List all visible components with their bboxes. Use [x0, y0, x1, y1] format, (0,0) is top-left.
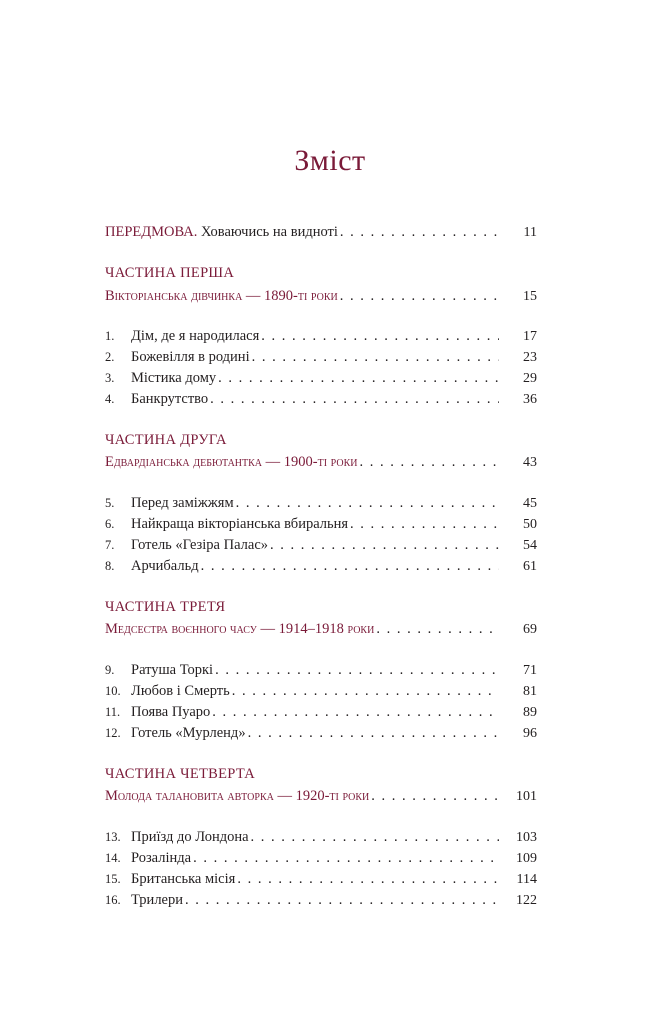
toc-entry-chapter[interactable] — [105, 848, 537, 868]
dot-leader — [236, 493, 499, 513]
toc-entry-chapter[interactable] — [105, 389, 537, 409]
dot-leader — [232, 681, 499, 701]
dot-leader — [237, 869, 499, 889]
chapter-number: 8. — [105, 559, 115, 573]
dot-leader — [185, 890, 499, 910]
toc-entry-chapter[interactable] — [105, 890, 537, 910]
part-heading: ЧАСТИНА ЧЕТВЕРТА — [105, 766, 256, 782]
dot-leader — [218, 368, 499, 388]
dot-leader — [212, 702, 499, 722]
chapter-number: 3. — [105, 371, 115, 385]
dot-leader — [350, 514, 499, 534]
page-number: 81 — [523, 684, 537, 699]
chapter-number: 5. — [105, 496, 115, 510]
chapter-title: Розалінда — [131, 850, 192, 866]
dot-leader — [215, 660, 499, 680]
chapter-number: 1. — [105, 329, 115, 343]
chapter-title: Готель «Мурленд» — [131, 725, 246, 741]
page-number: 101 — [516, 789, 537, 804]
chapter-title: Готель «Гезіра Палас» — [131, 537, 269, 553]
toc-entry-chapter[interactable] — [105, 556, 537, 576]
part-subtitle: Вікторіанська дівчинка — 1890-ті роки — [105, 288, 338, 304]
page-number: 11 — [523, 225, 537, 240]
toc-entry-chapter[interactable] — [105, 493, 537, 513]
dot-leader — [251, 827, 499, 847]
preface-label: ПЕРЕДМОВА. — [105, 224, 198, 240]
preface-text: Ховаючись на видноті — [201, 224, 338, 240]
chapter-number: 9. — [105, 663, 115, 677]
dot-leader — [248, 723, 499, 743]
page-number: 71 — [523, 663, 537, 678]
dot-leader — [193, 848, 499, 868]
toc-entry-chapter[interactable] — [105, 869, 537, 889]
chapter-number: 12. — [105, 726, 121, 740]
toc-entry-preface[interactable] — [105, 222, 537, 242]
chapter-title: Найкраща вікторіанська вбиральня — [131, 516, 349, 532]
dot-leader — [261, 326, 499, 346]
page-number: 114 — [516, 872, 537, 887]
page-number: 54 — [523, 538, 537, 553]
chapter-number: 14. — [105, 851, 121, 865]
page-number: 122 — [516, 893, 537, 908]
page-number: 96 — [523, 726, 537, 741]
part-heading: ЧАСТИНА ТРЕТЯ — [105, 599, 226, 615]
page-number: 103 — [516, 830, 537, 845]
toc-entry-chapter[interactable] — [105, 535, 537, 555]
dot-leader — [340, 286, 499, 306]
page-number: 61 — [523, 559, 537, 574]
chapter-title: Божевілля в родині — [131, 349, 250, 365]
preface-title — [105, 222, 338, 242]
page-number: 15 — [523, 289, 537, 304]
chapter-title: Арчибальд — [131, 558, 199, 574]
page-number: 23 — [523, 350, 537, 365]
toc-entry-part-1[interactable] — [105, 286, 537, 306]
dot-leader — [340, 222, 499, 242]
chapter-title: Поява Пуаро — [131, 704, 211, 720]
dot-leader — [270, 535, 499, 555]
toc-entry-chapter[interactable] — [105, 326, 537, 346]
toc-entry-chapter[interactable] — [105, 723, 537, 743]
toc-entry-part-4[interactable] — [105, 786, 537, 806]
page-number: 89 — [523, 705, 537, 720]
page-number: 69 — [523, 622, 537, 637]
toc-entry-chapter[interactable] — [105, 368, 537, 388]
toc-entry-chapter[interactable] — [105, 681, 537, 701]
toc-entry-chapter[interactable] — [105, 514, 537, 534]
part-subtitle: Едвардіанська дебютантка — 1900-ті роки — [105, 454, 358, 470]
part-subtitle: Медсестра воєнного часу — 1914–1918 роки — [105, 621, 375, 637]
dot-leader — [210, 389, 499, 409]
page-number: 43 — [523, 455, 537, 470]
toc-entry-chapter[interactable] — [105, 827, 537, 847]
page-number: 29 — [523, 371, 537, 386]
chapter-number: 13. — [105, 830, 121, 844]
page-number: 45 — [523, 496, 537, 511]
chapter-title: Дім, де я народилася — [131, 328, 260, 344]
chapter-number: 11. — [105, 705, 121, 719]
page-number: 36 — [523, 392, 537, 407]
chapter-number: 15. — [105, 872, 121, 886]
chapter-number: 10. — [105, 684, 121, 698]
dot-leader — [376, 619, 499, 639]
toc-entry-part-3[interactable] — [105, 619, 537, 639]
part-heading: ЧАСТИНА ДРУГА — [105, 432, 227, 448]
chapter-number: 7. — [105, 538, 115, 552]
chapter-number: 6. — [105, 517, 115, 531]
chapter-title: Трилери — [131, 892, 183, 908]
chapter-title: Британська місія — [131, 871, 236, 887]
dot-leader — [201, 556, 499, 576]
dot-leader — [252, 347, 499, 367]
toc-entry-chapter[interactable] — [105, 660, 537, 680]
part-subtitle: Молода талановита авторка — 1920-ті роки — [105, 788, 370, 804]
chapter-title: Містика дому — [131, 370, 217, 386]
chapter-number: 16. — [105, 893, 121, 907]
page-number: 50 — [523, 517, 537, 532]
chapter-title: Перед заміжжям — [131, 495, 234, 511]
dot-leader — [359, 452, 499, 472]
page-number: 17 — [523, 329, 537, 344]
toc-entry-chapter[interactable] — [105, 702, 537, 722]
chapter-number: 4. — [105, 392, 115, 406]
toc-entry-part-2[interactable] — [105, 452, 537, 472]
part-heading: ЧАСТИНА ПЕРША — [105, 265, 235, 281]
chapter-title: Приїзд до Лондона — [131, 829, 249, 845]
page-number: 109 — [516, 851, 537, 866]
toc-entry-chapter[interactable] — [105, 347, 537, 367]
chapter-title: Любов і Смерть — [131, 683, 230, 699]
chapter-title: Ратуша Торкі — [131, 662, 214, 678]
page-title: Зміст — [294, 144, 366, 177]
chapter-number: 2. — [105, 350, 115, 364]
dot-leader — [371, 786, 499, 806]
chapter-title: Банкрутство — [131, 391, 209, 407]
